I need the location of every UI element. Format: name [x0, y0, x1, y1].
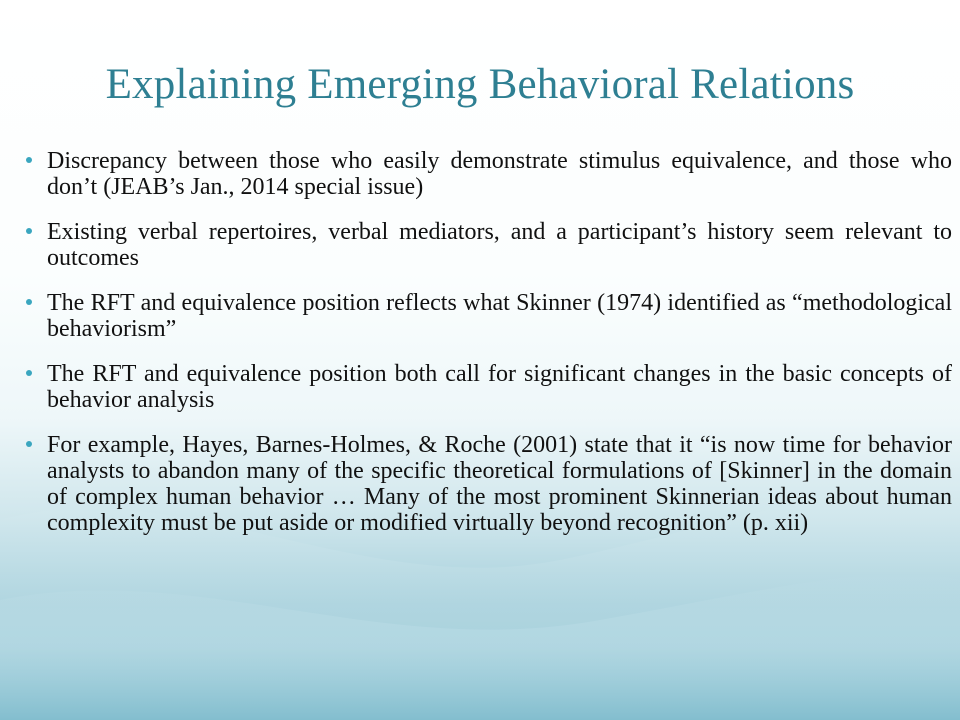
bullet-text: For example, Hayes, Barnes-Holmes, & Roche (2001) state that it “is now time for behavior analysts to abandon many of the specific theoretical formulations of [Skinner] in the domain of complex human behavior … Many of the most prominent Skinnerian ideas about human complexity must be put aside or modified virtually beyond recognition” (p. xii) [47, 432, 952, 536]
bullet-item [26, 290, 952, 342]
bullet-item [26, 361, 952, 413]
bullet-item [26, 148, 952, 200]
bullet-text: Discrepancy between those who easily demonstrate stimulus equivalence, and those who don’t (JEAB’s Jan., 2014 special issue) [47, 148, 952, 200]
bullet-text: The RFT and equivalence position reflects what Skinner (1974) identified as “methodological behaviorism” [47, 290, 952, 342]
bullet-dot-icon [26, 441, 32, 447]
bullet-text: The RFT and equivalence position both call for significant changes in the basic concepts of behavior analysis [47, 361, 952, 413]
bullet-item [26, 432, 952, 536]
bullet-item [26, 219, 952, 271]
bullet-text: Existing verbal repertoires, verbal mediators, and a participant’s history seem relevant to outcomes [47, 219, 952, 271]
bullet-dot-icon [26, 370, 32, 376]
bullet-list [26, 148, 952, 536]
bullet-dot-icon [26, 299, 32, 305]
slide-title: Explaining Emerging Behavioral Relations [105, 61, 855, 108]
bullet-dot-icon [26, 157, 32, 163]
bullet-dot-icon [26, 228, 32, 234]
